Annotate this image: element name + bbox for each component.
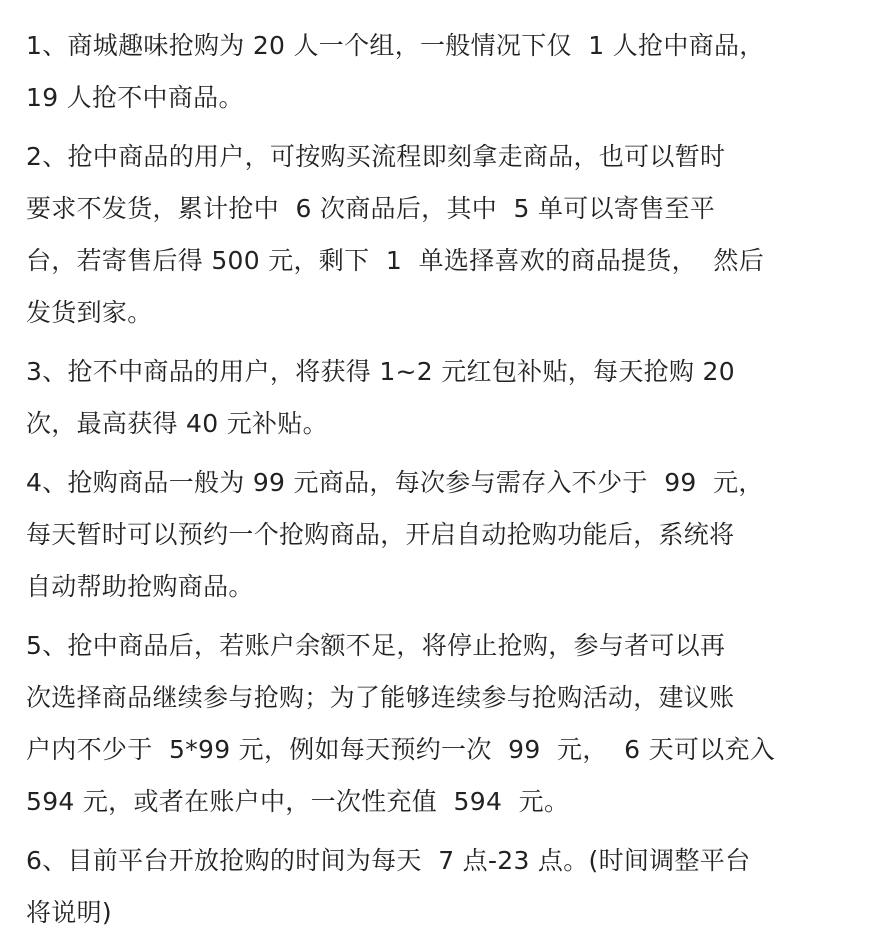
rule-paragraph-3 [26, 346, 872, 450]
rule-5-line-3: 户内不少于 5*99 元，例如每天预约一次 99 元， 6 天可以充入 [26, 735, 776, 764]
rule-paragraph-6 [26, 835, 872, 939]
rule-2-line-4: 发货到家。 [26, 298, 153, 327]
rule-2-line-3: 台，若寄售后得 500 元，剩下 1 单选择喜欢的商品提货， 然后 [26, 246, 764, 275]
rule-paragraph-4 [26, 457, 872, 613]
rule-6-line-2: 将说明) [26, 898, 112, 927]
rule-1-line-2: 19 人抢不中商品。 [26, 83, 244, 112]
rule-5-line-1: 5、抢中商品后，若账户余额不足，将停止抢购，参与者可以再 [26, 631, 726, 660]
rule-2-line-1: 2、抢中商品的用户，可按购买流程即刻拿走商品，也可以暂时 [26, 142, 726, 171]
rule-4-line-1: 4、抢购商品一般为 99 元商品，每次参与需存入不少于 99 元， [26, 468, 764, 497]
rule-2-line-2: 要求不发货，累计抢中 6 次商品后，其中 5 单可以寄售至平 [26, 194, 716, 223]
rule-paragraph-2 [26, 131, 872, 339]
rule-paragraph-5 [26, 620, 872, 828]
rule-3-line-2: 次，最高获得 40 元补贴。 [26, 409, 328, 438]
rule-5-line-2: 次选择商品继续参与抢购；为了能够连续参与抢购活动，建议账 [26, 683, 735, 712]
rule-4-line-3: 自动帮助抢购商品。 [26, 572, 254, 601]
rule-paragraph-1 [26, 20, 872, 124]
rule-4-line-2: 每天暂时可以预约一个抢购商品，开启自动抢购功能后，系统将 [26, 520, 735, 549]
rule-5-line-4: 594 元，或者在账户中，一次性充值 594 元。 [26, 787, 570, 816]
rule-3-line-1: 3、抢不中商品的用户，将获得 1~2 元红包补贴，每天抢购 20 [26, 357, 735, 386]
rule-6-line-1: 6、目前平台开放抢购的时间为每天 7 点-23 点。(时间调整平台 [26, 846, 751, 875]
rules-document [26, 20, 872, 946]
rule-1-line-1: 1、商城趣味抢购为 20 人一个组，一般情况下仅 1 人抢中商品， [26, 31, 765, 60]
